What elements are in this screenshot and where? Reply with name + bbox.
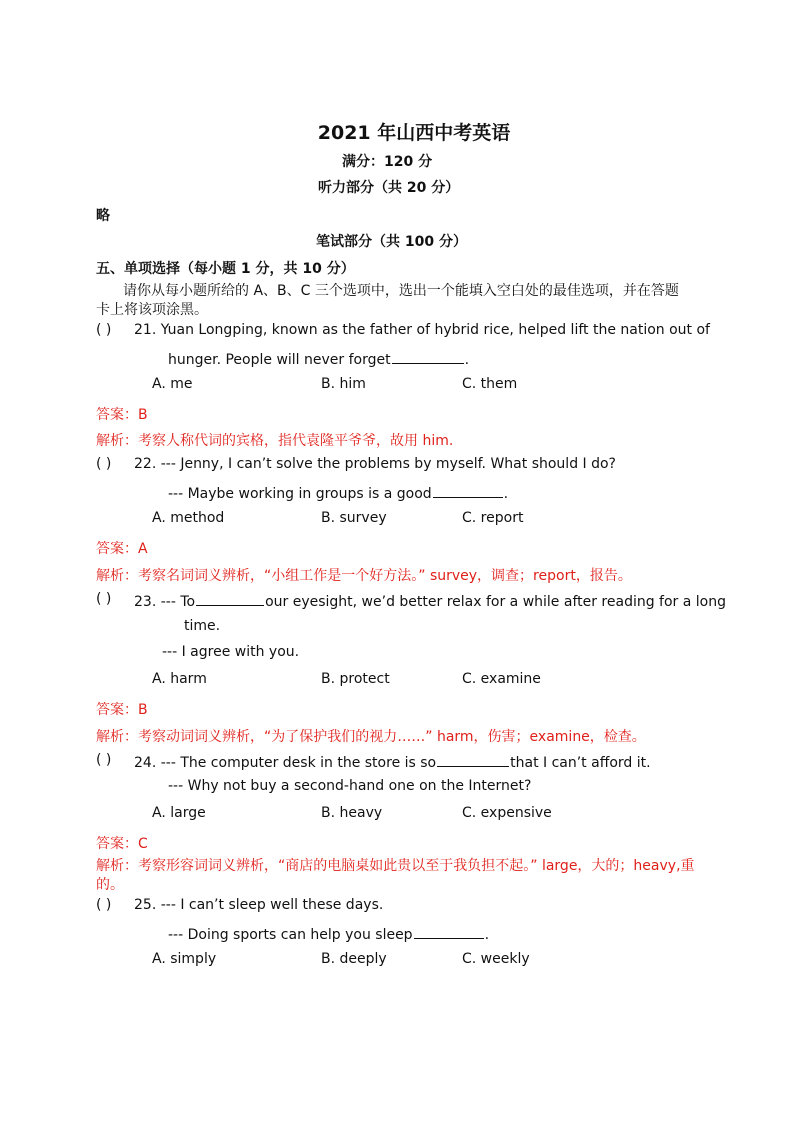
question-text: --- Maybe working in groups is a good [168, 486, 432, 502]
question-text: hunger. People will never forget [168, 352, 391, 368]
instruction-line-1: 请你从每小题所给的 A、B、C 三个选项中，选出一个能填入空白处的最佳选项，并在答题 [123, 283, 679, 299]
answer-paren: ( ) [96, 322, 112, 338]
answer-paren: ( ) [96, 456, 112, 472]
option-b: B. survey [321, 510, 387, 526]
option-c: C. them [462, 376, 518, 392]
question-text: . [503, 486, 509, 502]
answer-blank [437, 752, 509, 767]
answer-paren: ( ) [96, 752, 112, 768]
option-b: B. him [321, 376, 366, 392]
option-a: A. simply [152, 951, 217, 967]
option-c: C. report [462, 510, 524, 526]
analysis-text: 解析：考察人称代词的宾格，指代袁隆平爷爷，故用 him. [96, 433, 454, 449]
answer-text: 答案：B [96, 407, 148, 423]
page-title: 2021 年山西中考英语 [317, 122, 511, 144]
option-b: B. protect [321, 671, 390, 687]
question-22-line-2 [168, 483, 508, 502]
analysis-text: 解析：考察形容词词义辨析，“商店的电脑桌如此贵以至于我负担不起。” large，大的；heavy,重 [96, 858, 695, 874]
option-c: C. examine [462, 671, 541, 687]
option-c: C. expensive [462, 805, 552, 821]
option-a: A. large [152, 805, 206, 821]
question-text: 24. --- The computer desk in the store is so [134, 755, 437, 771]
question-text: . [464, 352, 470, 368]
analysis-text-continued: 的。 [96, 877, 124, 893]
question-text: that I can’t afford it. [510, 755, 651, 771]
option-b: B. deeply [321, 951, 387, 967]
question-23-line-1 [134, 591, 726, 610]
question-25-line-1: 25. --- I can’t sleep well these days. [134, 897, 384, 913]
listening-omitted: 略 [96, 208, 110, 224]
answer-text: 答案：C [96, 836, 148, 852]
listening-heading: 听力部分（共 20 分） [318, 180, 460, 196]
question-text: --- Doing sports can help you sleep [168, 927, 413, 943]
analysis-text: 解析：考察名词词义辨析，“小组工作是一个好方法。” survey，调查；report，报告。 [96, 568, 632, 584]
answer-text: 答案：B [96, 702, 148, 718]
answer-paren: ( ) [96, 591, 112, 607]
answer-text: 答案：A [96, 541, 148, 557]
question-text: our eyesight, we’d better relax for a while after reading for a long [265, 594, 727, 610]
option-a: A. method [152, 510, 225, 526]
answer-blank [433, 483, 503, 498]
option-b: B. heavy [321, 805, 383, 821]
instruction-line-2: 卡上将该项涂黑。 [96, 302, 208, 318]
writing-heading: 笔试部分（共 100 分） [316, 234, 467, 250]
option-a: A. harm [152, 671, 207, 687]
section-heading: 五、单项选择（每小题 1 分，共 10 分） [96, 261, 355, 277]
question-21-line-2 [168, 349, 469, 368]
question-25-line-2 [168, 924, 489, 943]
full-score: 满分：120 分 [342, 154, 433, 170]
question-21-line-1: 21. Yuan Longping, known as the father of hybrid rice, helped lift the nation out of [134, 322, 710, 338]
option-a: A. me [152, 376, 193, 392]
question-text: . [484, 927, 490, 943]
option-c: C. weekly [462, 951, 530, 967]
analysis-text: 解析：考察动词词义辨析，“为了保护我们的视力……” harm，伤害；examine，检查。 [96, 729, 646, 745]
answer-blank [414, 924, 484, 939]
question-23-line-3: --- I agree with you. [162, 644, 300, 660]
question-22-line-1: 22. --- Jenny, I can’t solve the problems by myself. What should I do? [134, 456, 616, 472]
answer-paren: ( ) [96, 897, 112, 913]
question-24-line-1 [134, 752, 651, 771]
answer-blank [196, 591, 264, 606]
question-text: 23. --- To [134, 594, 196, 610]
question-23-line-2: time. [184, 618, 221, 634]
answer-blank [392, 349, 464, 364]
question-24-line-2: --- Why not buy a second-hand one on the Internet? [168, 778, 532, 794]
